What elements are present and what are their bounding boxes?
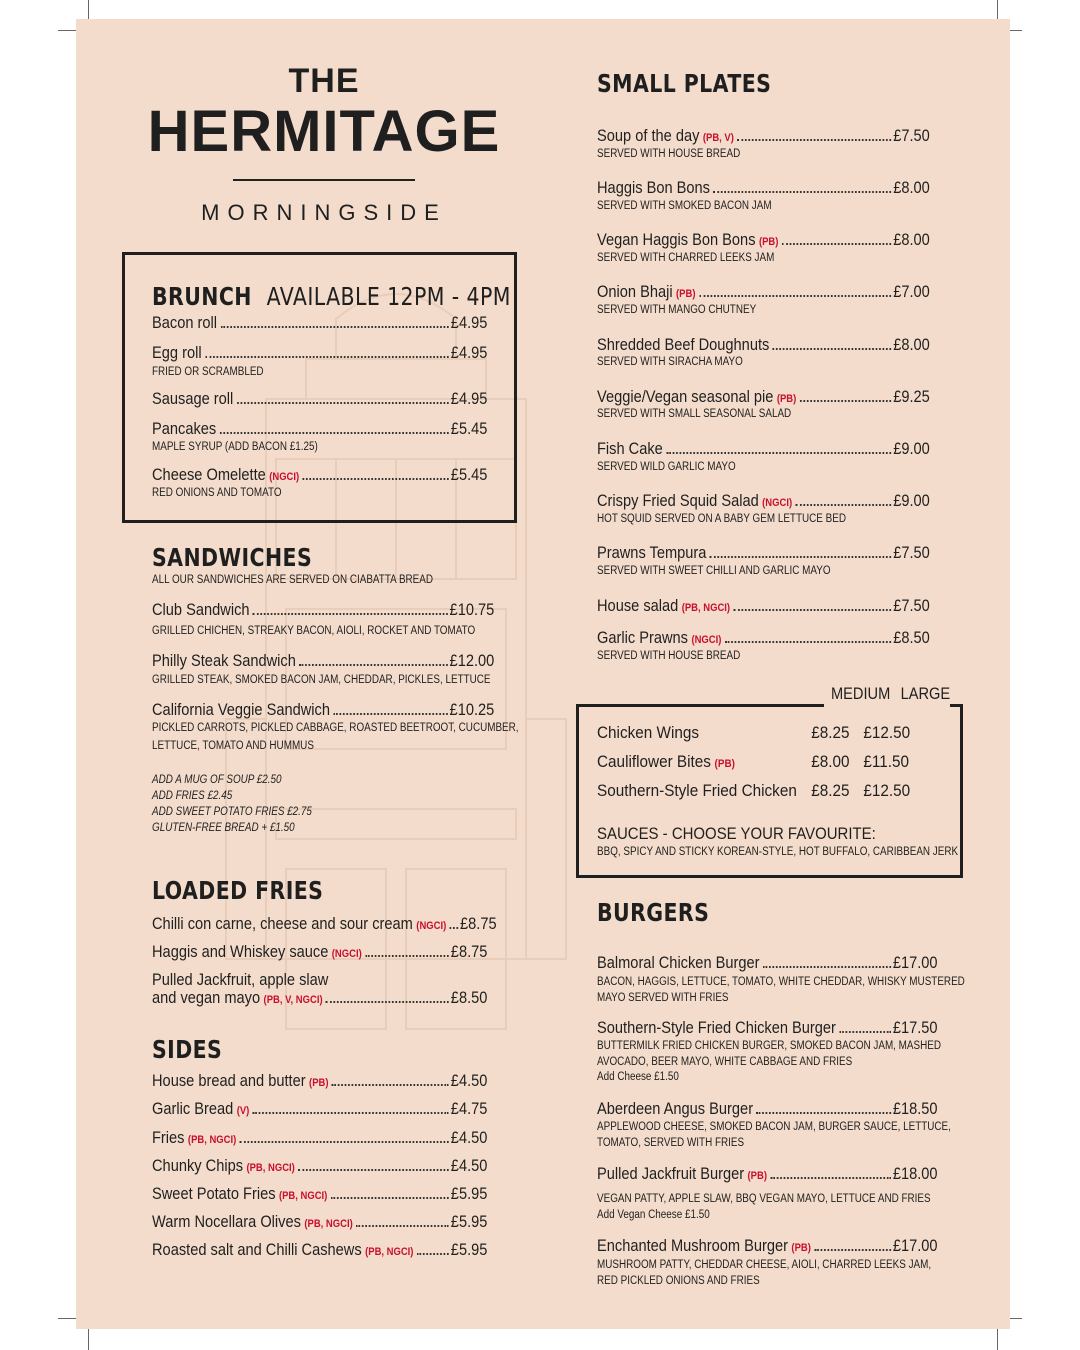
brunch-title: BRUNCH AVAILABLE 12PM - 4PM — [152, 282, 511, 311]
sauces-list: BBQ, SPICY AND STICKY KOREAN-STYLE, HOT BUFFALO, CARIBBEAN JERK — [597, 846, 959, 858]
menu-item: and vegan mayo (PB, V, NGCI) £8.50 — [152, 988, 488, 1007]
brand-name: HERMITAGE — [147, 99, 501, 164]
menu-item: Haggis Bon Bons £8.00 — [597, 178, 930, 197]
item-description: APPLEWOOD CHEESE, SMOKED BACON JAM, BURGER SAUCE, LETTUCE, — [597, 1121, 951, 1133]
brand-the: THE — [288, 62, 360, 100]
menu-item: Garlic Prawns (NGCI) £8.50 — [597, 628, 930, 647]
item-description: SERVED WITH SMALL SEASONAL SALAD — [597, 408, 792, 420]
wings-row: Cauliflower Bites (PB) £8.00 £11.50 — [597, 752, 910, 771]
menu-item: Chunky Chips (PB, NGCI) £4.50 — [152, 1156, 488, 1175]
item-description: SERVED WITH SIRACHA MAYO — [597, 356, 743, 368]
item-description: LETTUCE, TOMATO AND HUMMUS — [152, 740, 314, 752]
menu-item: Haggis and Whiskey sauce (NGCI) £8.75 — [152, 942, 488, 961]
menu-item: Enchanted Mushroom Burger (PB) £17.00 — [597, 1236, 938, 1255]
addon-note: GLUTEN-FREE BREAD + £1.50 — [152, 822, 295, 834]
item-description: GRILLED STEAK, SMOKED BACON JAM, CHEDDAR, PICKLES, LETTUCE — [152, 674, 491, 686]
small-plates-title: SMALL PLATES — [597, 69, 772, 98]
item-description: AVOCADO, BEER MAYO, WHITE CABBAGE AND FRIES — [597, 1056, 853, 1068]
menu-item: Roasted salt and Chilli Cashews (PB, NGCI) £5.95 — [152, 1240, 488, 1259]
loaded-fries-title: LOADED FRIES — [152, 876, 324, 905]
item-description: VEGAN PATTY, APPLE SLAW, BBQ VEGAN MAYO, LETTUCE AND FRIES — [597, 1193, 931, 1205]
item-description: TOMATO, SERVED WITH FRIES — [597, 1137, 745, 1149]
item-description: SERVED WITH CHARRED LEEKS JAM — [597, 252, 775, 264]
menu-item: Bacon roll £4.95 — [152, 313, 488, 332]
menu-item: Fish Cake £9.00 — [597, 439, 930, 458]
crop-mark — [997, 1328, 998, 1350]
menu-item: Southern-Style Fried Chicken Burger £17.50 — [597, 1018, 938, 1037]
item-description: HOT SQUID SERVED ON A BABY GEM LETTUCE BED — [597, 513, 846, 525]
item-description: GRILLED CHICHEN, STREAKY BACON, AIOLI, ROCKET AND TOMATO — [152, 625, 476, 637]
sauces-title: SAUCES - CHOOSE YOUR FAVOURITE: — [597, 824, 876, 843]
addon-note: ADD A MUG OF SOUP £2.50 — [152, 774, 282, 786]
item-description: SERVED WITH SMOKED BACON JAM — [597, 200, 772, 212]
item-description: SERVED WITH HOUSE BREAD — [597, 148, 741, 160]
sides-title: SIDES — [152, 1035, 223, 1064]
menu-item: Philly Steak Sandwich £12.00 — [152, 651, 495, 670]
wings-row: Chicken Wings £8.25 £12.50 — [597, 723, 911, 742]
item-description: MAYO SERVED WITH FRIES — [597, 992, 729, 1004]
brand-location: MORNINGSIDE — [201, 200, 447, 225]
col-medium: MEDIUM — [831, 684, 891, 703]
menu-item: Balmoral Chicken Burger £17.00 — [597, 953, 938, 972]
crop-mark — [1008, 1318, 1022, 1319]
item-extra: Add Vegan Cheese £1.50 — [597, 1209, 710, 1221]
menu-item: Aberdeen Angus Burger £18.50 — [597, 1099, 938, 1118]
item-description: FRIED OR SCRAMBLED — [152, 366, 264, 378]
menu-item: Egg roll £4.95 — [152, 343, 488, 362]
menu-item: Prawns Tempura £7.50 — [597, 543, 930, 562]
addon-note: ADD SWEET POTATO FRIES £2.75 — [152, 806, 312, 818]
crop-mark — [997, 0, 998, 20]
crop-mark — [58, 1318, 78, 1319]
item-description: BACON, HAGGIS, LETTUCE, TOMATO, WHITE CHEDDAR, WHISKY MUSTERED — [597, 976, 965, 988]
menu-item: Sweet Potato Fries (PB, NGCI) £5.95 — [152, 1184, 488, 1203]
menu-item: Shredded Beef Doughnuts £8.00 — [597, 335, 930, 354]
item-description: SERVED WILD GARLIC MAYO — [597, 461, 736, 473]
item-description: BUTTERMILK FRIED CHICKEN BURGER, SMOKED BACON JAM, MASHED — [597, 1040, 941, 1052]
menu-item: Sausage roll £4.95 — [152, 389, 488, 408]
crop-mark — [88, 1328, 89, 1350]
menu-item: Soup of the day (PB, V) £7.50 — [597, 126, 930, 145]
menu-item: Chilli con carne, cheese and sour cream (NGCI) £8.75 — [152, 914, 497, 933]
menu-item-line: Pulled Jackfruit, apple slaw — [152, 970, 329, 989]
item-description: SERVED WITH HOUSE BREAD — [597, 650, 741, 662]
wings-row: Southern-Style Fried Chicken £8.25 £12.50 — [597, 781, 911, 800]
menu-item: Vegan Haggis Bon Bons (PB) £8.00 — [597, 230, 930, 249]
burgers-title: BURGERS — [597, 898, 710, 927]
col-large: LARGE — [900, 684, 951, 703]
wings-box-top — [576, 704, 824, 707]
crop-mark — [58, 30, 78, 31]
menu-item: Pulled Jackfruit Burger (PB) £18.00 — [597, 1164, 938, 1183]
item-description: PICKLED CARROTS, PICKLED CABBAGE, ROASTED BEETROOT, CUCUMBER, — [152, 722, 519, 734]
menu-item: House bread and butter (PB) £4.50 — [152, 1071, 488, 1090]
menu-item: Warm Nocellara Olives (PB, NGCI) £5.95 — [152, 1212, 488, 1231]
brunch-availability: AVAILABLE 12PM - 4PM — [266, 282, 511, 311]
menu-item: Cheese Omelette (NGCI) £5.45 — [152, 465, 488, 484]
menu-item: Club Sandwich £10.75 — [152, 600, 495, 619]
item-extra: Add Cheese £1.50 — [597, 1071, 679, 1083]
item-description: SERVED WITH MANGO CHUTNEY — [597, 304, 757, 316]
menu-item: Onion Bhaji (PB) £7.00 — [597, 282, 930, 301]
sandwiches-title: SANDWICHES — [152, 543, 313, 572]
wings-box-top — [950, 704, 963, 707]
menu-item: Crispy Fried Squid Salad (NGCI) £9.00 — [597, 491, 930, 510]
item-description: SERVED WITH SWEET CHILLI AND GARLIC MAYO — [597, 565, 831, 577]
addon-note: ADD FRIES £2.45 — [152, 790, 233, 802]
wings-column-headers — [831, 684, 950, 704]
item-description: MUSHROOM PATTY, CHEDDAR CHEESE, AIOLI, CHARRED LEEKS JAM, — [597, 1259, 932, 1271]
crop-mark — [1008, 30, 1022, 31]
item-description: RED PICKLED ONIONS AND FRIES — [597, 1275, 760, 1287]
menu-item: Garlic Bread (V) £4.75 — [152, 1099, 488, 1118]
menu-item: House salad (PB, NGCI) £7.50 — [597, 596, 930, 615]
menu-item: Pancakes £5.45 — [152, 419, 488, 438]
menu-item: Fries (PB, NGCI) £4.50 — [152, 1128, 488, 1147]
brand-divider — [233, 179, 415, 181]
crop-mark — [88, 0, 89, 20]
sandwiches-subtitle: ALL OUR SANDWICHES ARE SERVED ON CIABATTA BREAD — [152, 574, 434, 586]
menu-item: California Veggie Sandwich £10.25 — [152, 700, 495, 719]
item-description: MAPLE SYRUP (ADD BACON £1.25) — [152, 441, 318, 453]
item-description: RED ONIONS AND TOMATO — [152, 487, 282, 499]
menu-item: Veggie/Vegan seasonal pie (PB) £9.25 — [597, 387, 930, 406]
